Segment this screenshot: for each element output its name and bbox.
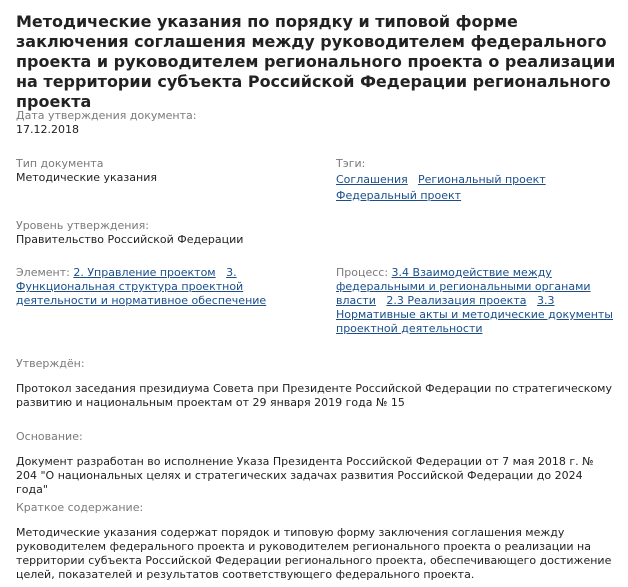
basis-section xyxy=(16,430,616,497)
basis-value: Документ разработан во исполнение Указа Президента Российской Федерации от 7 мая 2018 г. № 204 "О национальных целях и стратегических задачах развития Российской Федерации до 2024 года" xyxy=(16,455,594,496)
summary-section xyxy=(16,501,616,582)
element-link-project-management[interactable]: 2. Управление проектом xyxy=(73,266,216,279)
element-link-functional-structure[interactable]: 3. Функциональная структура проектной деятельности и нормативное обеспечение xyxy=(16,266,267,307)
element-section xyxy=(16,266,276,308)
approved-label: Утверждён: xyxy=(16,357,85,370)
tag-link-agreements[interactable]: Соглашения xyxy=(336,173,408,186)
approval-date-value: 17.12.2018 xyxy=(16,123,79,136)
page-title: Методические указания по порядку и типовой форме заключения соглашения между руководителем федерального проекта и руководителем регионального проекта о реализации на территории субъекта Российской Федерации регионального проекта xyxy=(16,12,616,111)
approval-date-label: Дата утверждения документа: xyxy=(16,109,197,122)
approval-level-label: Уровень утверждения: xyxy=(16,219,149,232)
basis-label: Основание: xyxy=(16,430,83,443)
process-link-project-implementation[interactable]: 2.3 Реализация проекта xyxy=(386,294,527,307)
summary-value: Методические указания содержат порядок и типовую форму заключения соглашения между руководителем федерального проекта и руководителем регионального проекта о реализации на территории субъекта Российской Федерации регионального проекта, обеспечивающего достижение целей, показателей и результатов соответствующего федерального проекта. xyxy=(16,526,612,581)
tag-link-federal-project[interactable]: Федеральный проект xyxy=(336,189,462,202)
process-section xyxy=(336,266,616,336)
process-label: Процесс: xyxy=(336,266,389,279)
approval-date-section xyxy=(16,109,316,137)
summary-label: Краткое содержание: xyxy=(16,501,144,514)
process-link-interaction[interactable]: 3.4 Взаимодействие между федеральными и региональными органами власти xyxy=(336,266,591,307)
tags-label: Тэги: xyxy=(336,157,366,170)
approval-level-section xyxy=(16,219,316,247)
doc-type-section xyxy=(16,157,316,185)
tag-link-regional-project[interactable]: Региональный проект xyxy=(417,173,546,186)
element-label: Элемент: xyxy=(16,266,70,279)
approved-value: Протокол заседания президиума Совета при Президенте Российской Федерации по стратегическому развитию и национальным проектам от 29 января 2019 года № 15 xyxy=(16,382,612,409)
tags-section xyxy=(336,157,616,203)
doc-type-label: Тип документа xyxy=(16,157,104,170)
doc-type-value: Методические указания xyxy=(16,171,157,184)
approved-section xyxy=(16,357,616,410)
approval-level-value: Правительство Российской Федерации xyxy=(16,233,244,246)
process-link-normative-acts[interactable]: 3.3 Нормативные акты и методические документы проектной деятельности xyxy=(336,294,613,335)
